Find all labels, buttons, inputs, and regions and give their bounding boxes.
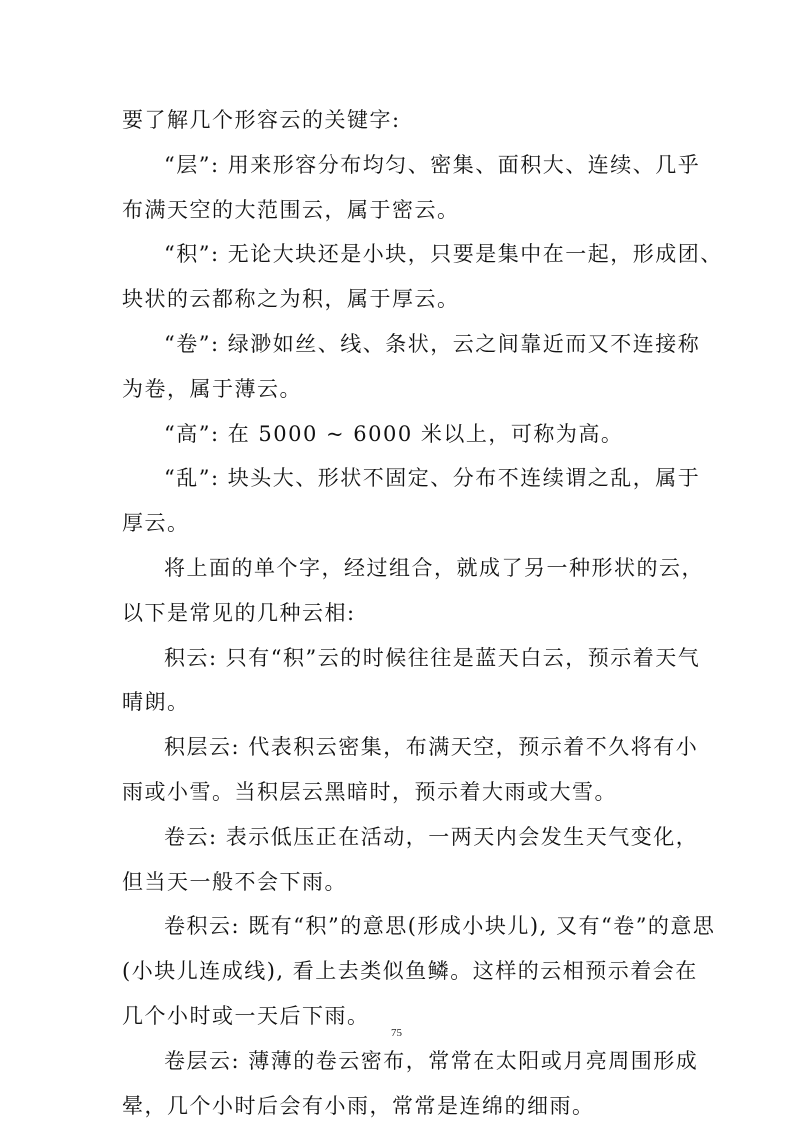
text-line: 几个小时或一天后下雨。 [122, 1003, 370, 1028]
text-line: 厚云。 [122, 511, 190, 536]
text-line: 积云: 只有“积”云的时候往往是蓝天白云，预示着天气 [164, 645, 701, 670]
text-line: “卷”: 绿渺如丝、线、条状，云之间靠近而又不连接称 [164, 331, 701, 356]
text-line: 为卷，属于薄云。 [122, 376, 302, 401]
text-line: “乱”: 块头大、形状不固定、分布不连续谓之乱，属于 [164, 466, 701, 491]
text-line: 雨或小雪。当积层云黑暗时，预示着大雨或大雪。 [122, 779, 617, 804]
text-line: 要了解几个形容云的关键字: [122, 108, 401, 132]
text-line: 但当天一般不会下雨。 [122, 869, 347, 894]
page-number: 75 [391, 1027, 402, 1039]
text-line: 块状的云都称之为积，属于厚云。 [122, 287, 460, 312]
text-line: “高”: 在 5000 ~ 6000 米以上，可称为高。 [164, 421, 624, 446]
text-line: 卷积云: 既有“积”的意思(形成小块儿), 又有“卷”的意思 [164, 914, 716, 939]
text-line: 卷层云: 薄薄的卷云密布，常常在太阳或月亮周围形成 [164, 1048, 699, 1073]
document-body [122, 98, 723, 1128]
text-line: 晴朗。 [122, 690, 190, 715]
text-line: 晕，几个小时后会有小雨，常常是连绵的细雨。 [122, 1093, 595, 1118]
text-line: 布满天空的大范围云，属于密云。 [122, 197, 460, 222]
text-line: “层”: 用来形容分布均匀、密集、面积大、连续、几乎 [164, 152, 701, 177]
text-line: (小块儿连成线), 看上去类似鱼鳞。这样的云相预示着会在 [122, 959, 698, 984]
text-line: 积层云: 代表积云密集，布满天空，预示着不久将有小 [164, 735, 699, 760]
text-line: “积”: 无论大块还是小块，只要是集中在一起，形成团、 [164, 242, 723, 267]
text-line: 以下是常见的几种云相: [122, 600, 356, 625]
text-line: 卷云: 表示低压正在活动，一两天内会发生天气变化， [164, 824, 699, 849]
text-line: 将上面的单个字，经过组合，就成了另一种形状的云， [164, 555, 704, 580]
